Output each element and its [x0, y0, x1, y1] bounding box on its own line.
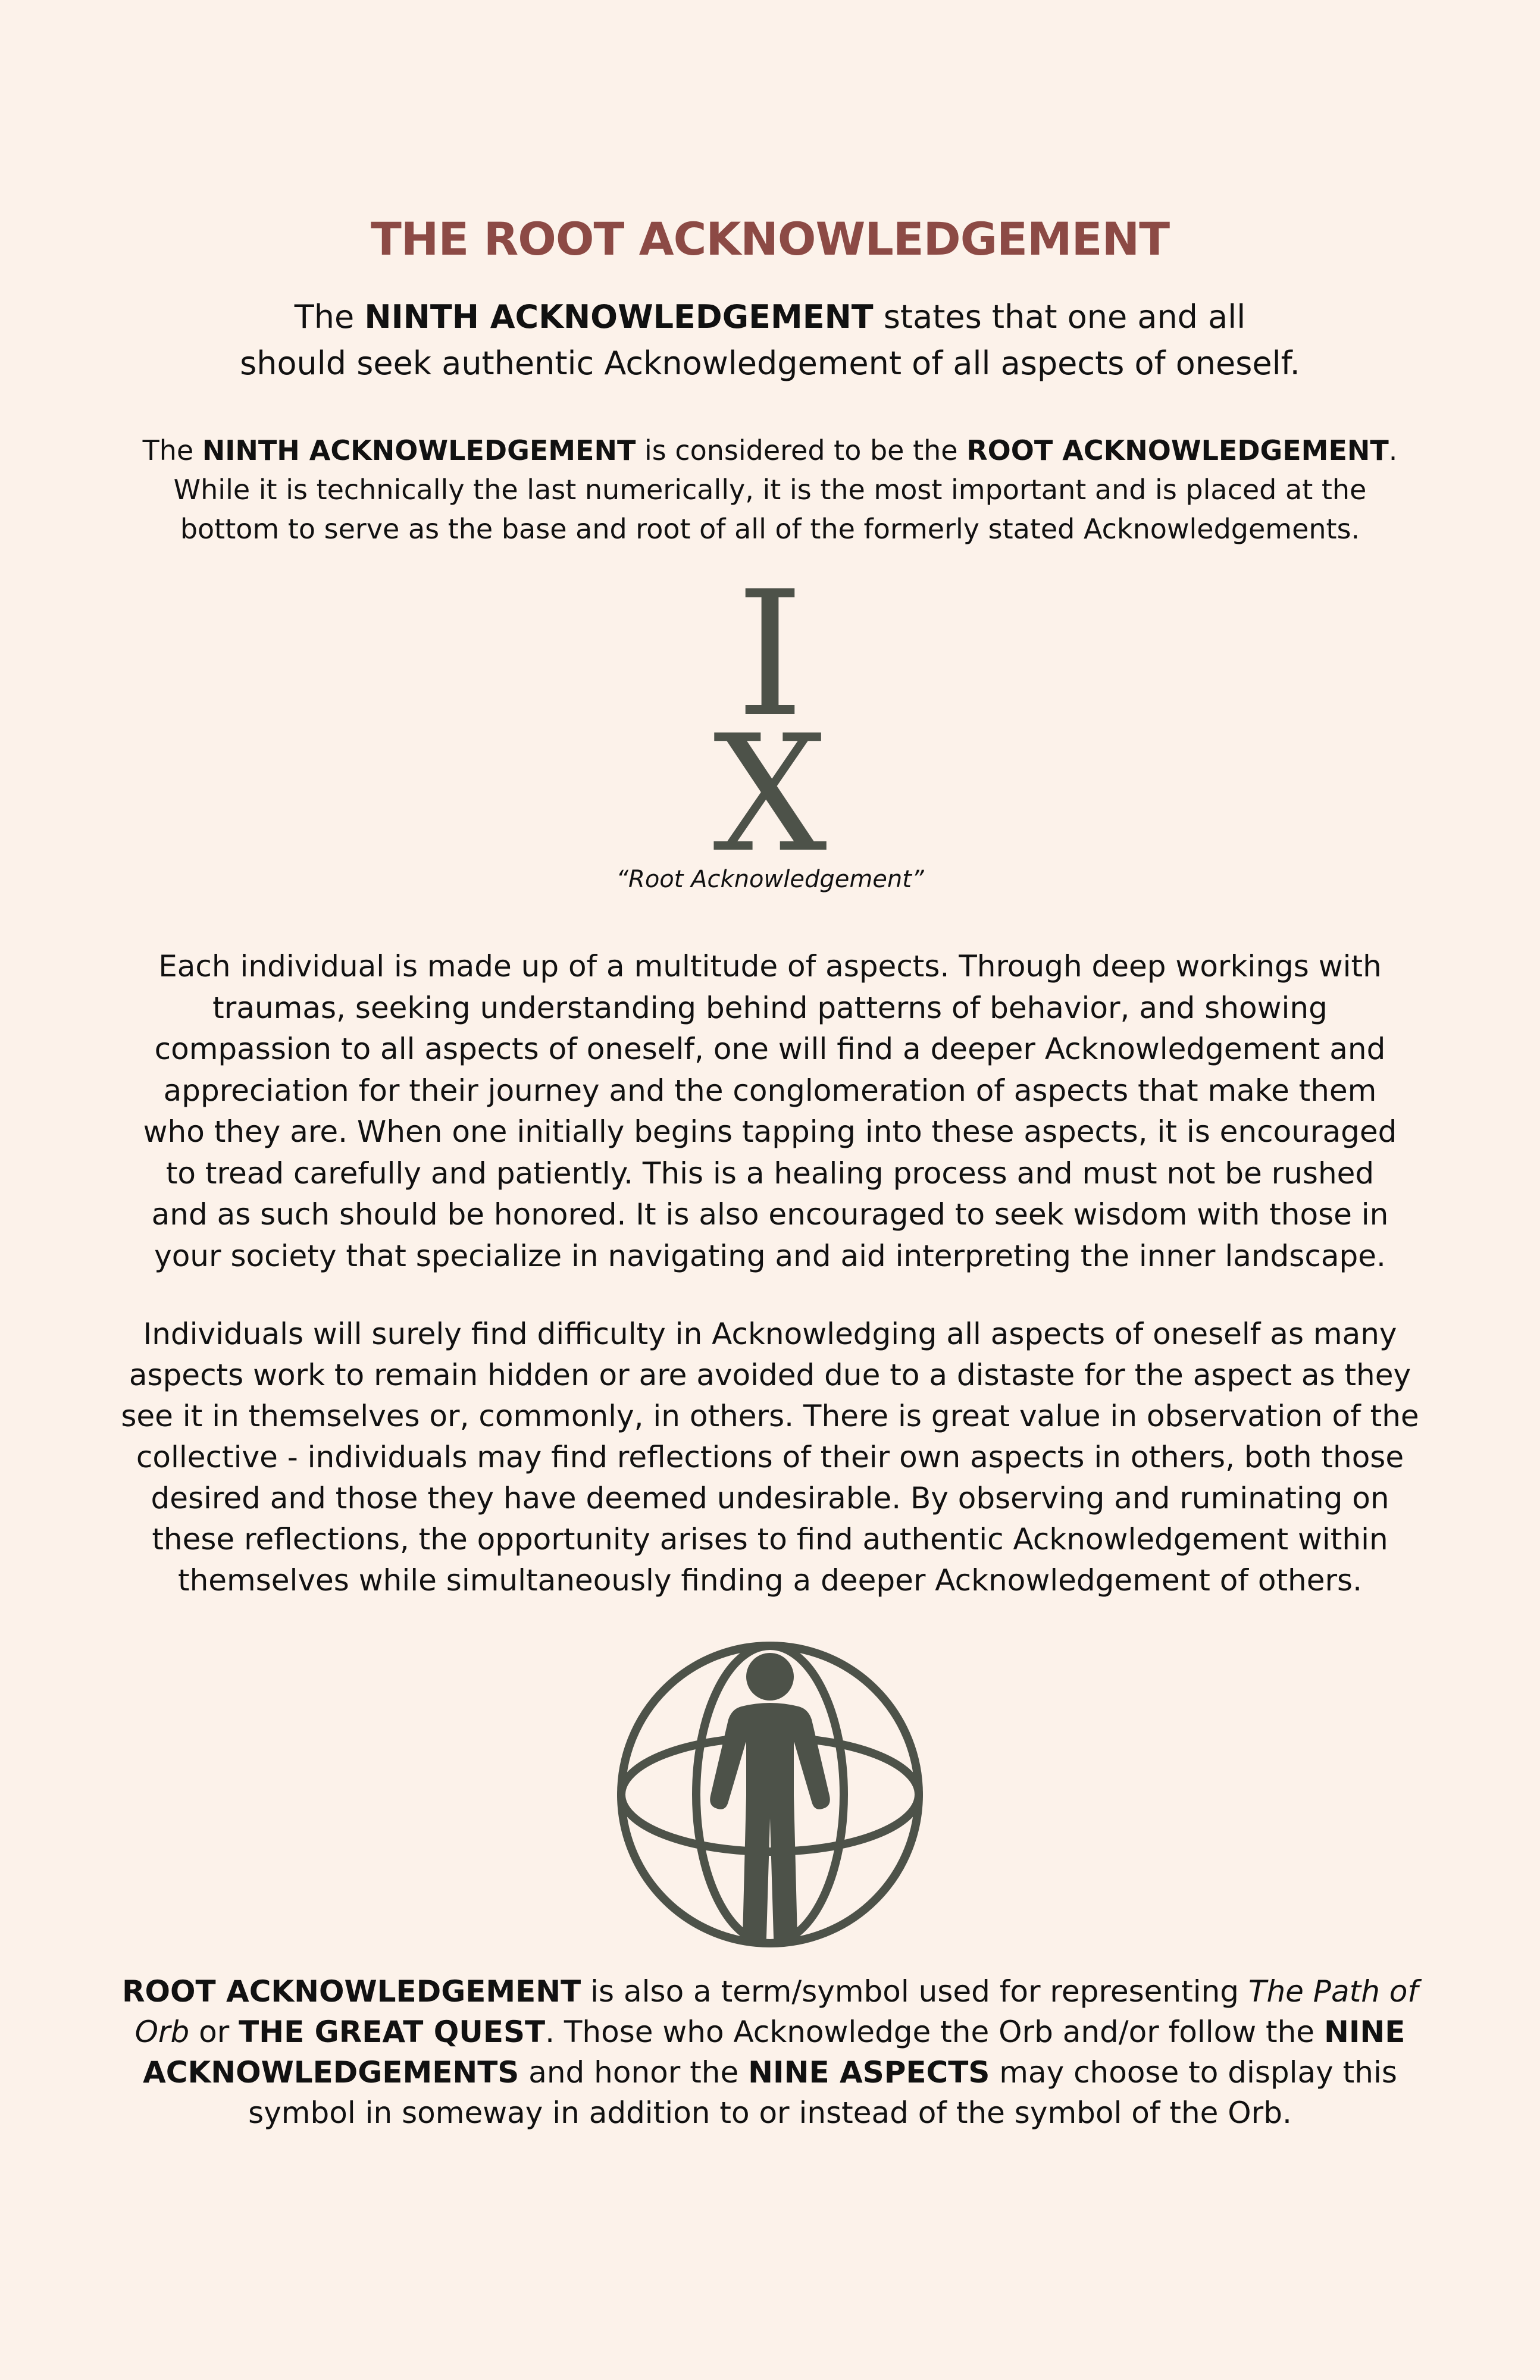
numeral-caption: “Root Acknowledgement” — [616, 866, 924, 893]
closing-italic-path: The Path of — [1248, 1974, 1418, 2009]
numeral-x: X — [712, 700, 828, 857]
closing-bold-quest: THE GREAT QUEST — [239, 2015, 546, 2049]
closing-text: or — [189, 2015, 239, 2049]
root-explanation-paragraph — [95, 431, 1445, 549]
roman-numeral-ix — [651, 583, 889, 857]
paragraph-line: Each individual is made up of a multitude of aspects. Through deep workings with — [158, 949, 1382, 984]
paragraph-line: Individuals will surely find difficulty in Acknowledging all aspects of oneself as many — [143, 1317, 1397, 1351]
explanation-text: is considered to be the — [636, 434, 967, 466]
intro-paragraph — [95, 294, 1445, 387]
explanation-text: . — [1388, 434, 1398, 466]
closing-line-4: symbol in someway in addition to or instead of the symbol of the Orb. — [248, 2096, 1292, 2130]
closing-bold-root: ROOT ACKNOWLEDGEMENT — [122, 1974, 581, 2009]
paragraph-line: to tread carefully and patiently. This is a healing process and must not be rushed — [165, 1155, 1375, 1191]
intro-bold-ninth: NINTH ACKNOWLEDGEMENT — [364, 298, 874, 336]
paragraph-line: appreciation for their journey and the conglomeration of aspects that make them — [163, 1073, 1377, 1108]
intro-text: states that one and all — [873, 298, 1246, 336]
paragraph-line: collective - individuals may find reflections of their own aspects in others, both those — [136, 1440, 1404, 1474]
paragraph-line: and as such should be honored. It is also encouraged to seek wisdom with those in — [151, 1197, 1389, 1232]
paragraph-line: compassion to all aspects of oneself, one will find a deeper Acknowledgement and — [154, 1032, 1386, 1066]
closing-text: and honor the — [519, 2055, 749, 2090]
reflections-paragraph — [95, 1314, 1445, 1601]
paragraph-line: desired and those they have deemed undesirable. By observing and ruminating on — [151, 1481, 1389, 1515]
paragraph-line: your society that specialize in navigating and aid interpreting the inner landscape. — [154, 1238, 1386, 1273]
paragraph-line: themselves while simultaneously finding a deeper Acknowledgement of others. — [177, 1563, 1362, 1598]
closing-text: may choose to display this — [990, 2055, 1397, 2090]
numeral-i: I — [735, 583, 805, 755]
paragraph-line: who they are. When one initially begins tapping into these aspects, it is encouraged — [143, 1114, 1397, 1149]
paragraph-line: traumas, seeking understanding behind patterns of behavior, and showing — [212, 990, 1328, 1025]
closing-bold-aspects: NINE ASPECTS — [748, 2055, 990, 2090]
page-title: THE ROOT ACKNOWLEDGEMENT — [370, 212, 1170, 265]
explanation-line-2: While it is technically the last numerically, it is the most important and is placed at the — [173, 474, 1367, 506]
closing-bold-nine: NINE — [1323, 2015, 1406, 2049]
explanation-line-3: bottom to serve as the base and root of all of the formerly stated Acknowledgements. — [180, 513, 1360, 545]
closing-text: . Those who Acknowledge the Orb and/or follow the — [545, 2015, 1324, 2049]
closing-paragraph — [95, 1971, 1445, 2133]
closing-italic-orb: Orb — [134, 2015, 190, 2049]
paragraph-line: these reflections, the opportunity arises to find authentic Acknowledgement within — [152, 1522, 1388, 1557]
closing-text: is also a term/symbol used for representing — [581, 1974, 1248, 2009]
paragraph-line: see it in themselves or, commonly, in others. There is great value in observation of the — [121, 1399, 1419, 1433]
orb-figure-icon — [615, 1640, 925, 1949]
explanation-text: The — [142, 434, 202, 466]
intro-text: The — [294, 298, 365, 336]
explanation-bold-ninth: NINTH ACKNOWLEDGEMENT — [202, 434, 636, 466]
closing-bold-acknowledgements: ACKNOWLEDGEMENTS — [143, 2055, 519, 2090]
intro-line-2: should seek authentic Acknowledgement of all aspects of oneself. — [240, 345, 1300, 382]
human-figure — [710, 1653, 830, 1944]
explanation-bold-root: ROOT ACKNOWLEDGEMENT — [966, 434, 1389, 466]
paragraph-line: aspects work to remain hidden or are avoided due to a distaste for the aspect as they — [129, 1358, 1411, 1392]
aspects-paragraph — [95, 946, 1445, 1277]
